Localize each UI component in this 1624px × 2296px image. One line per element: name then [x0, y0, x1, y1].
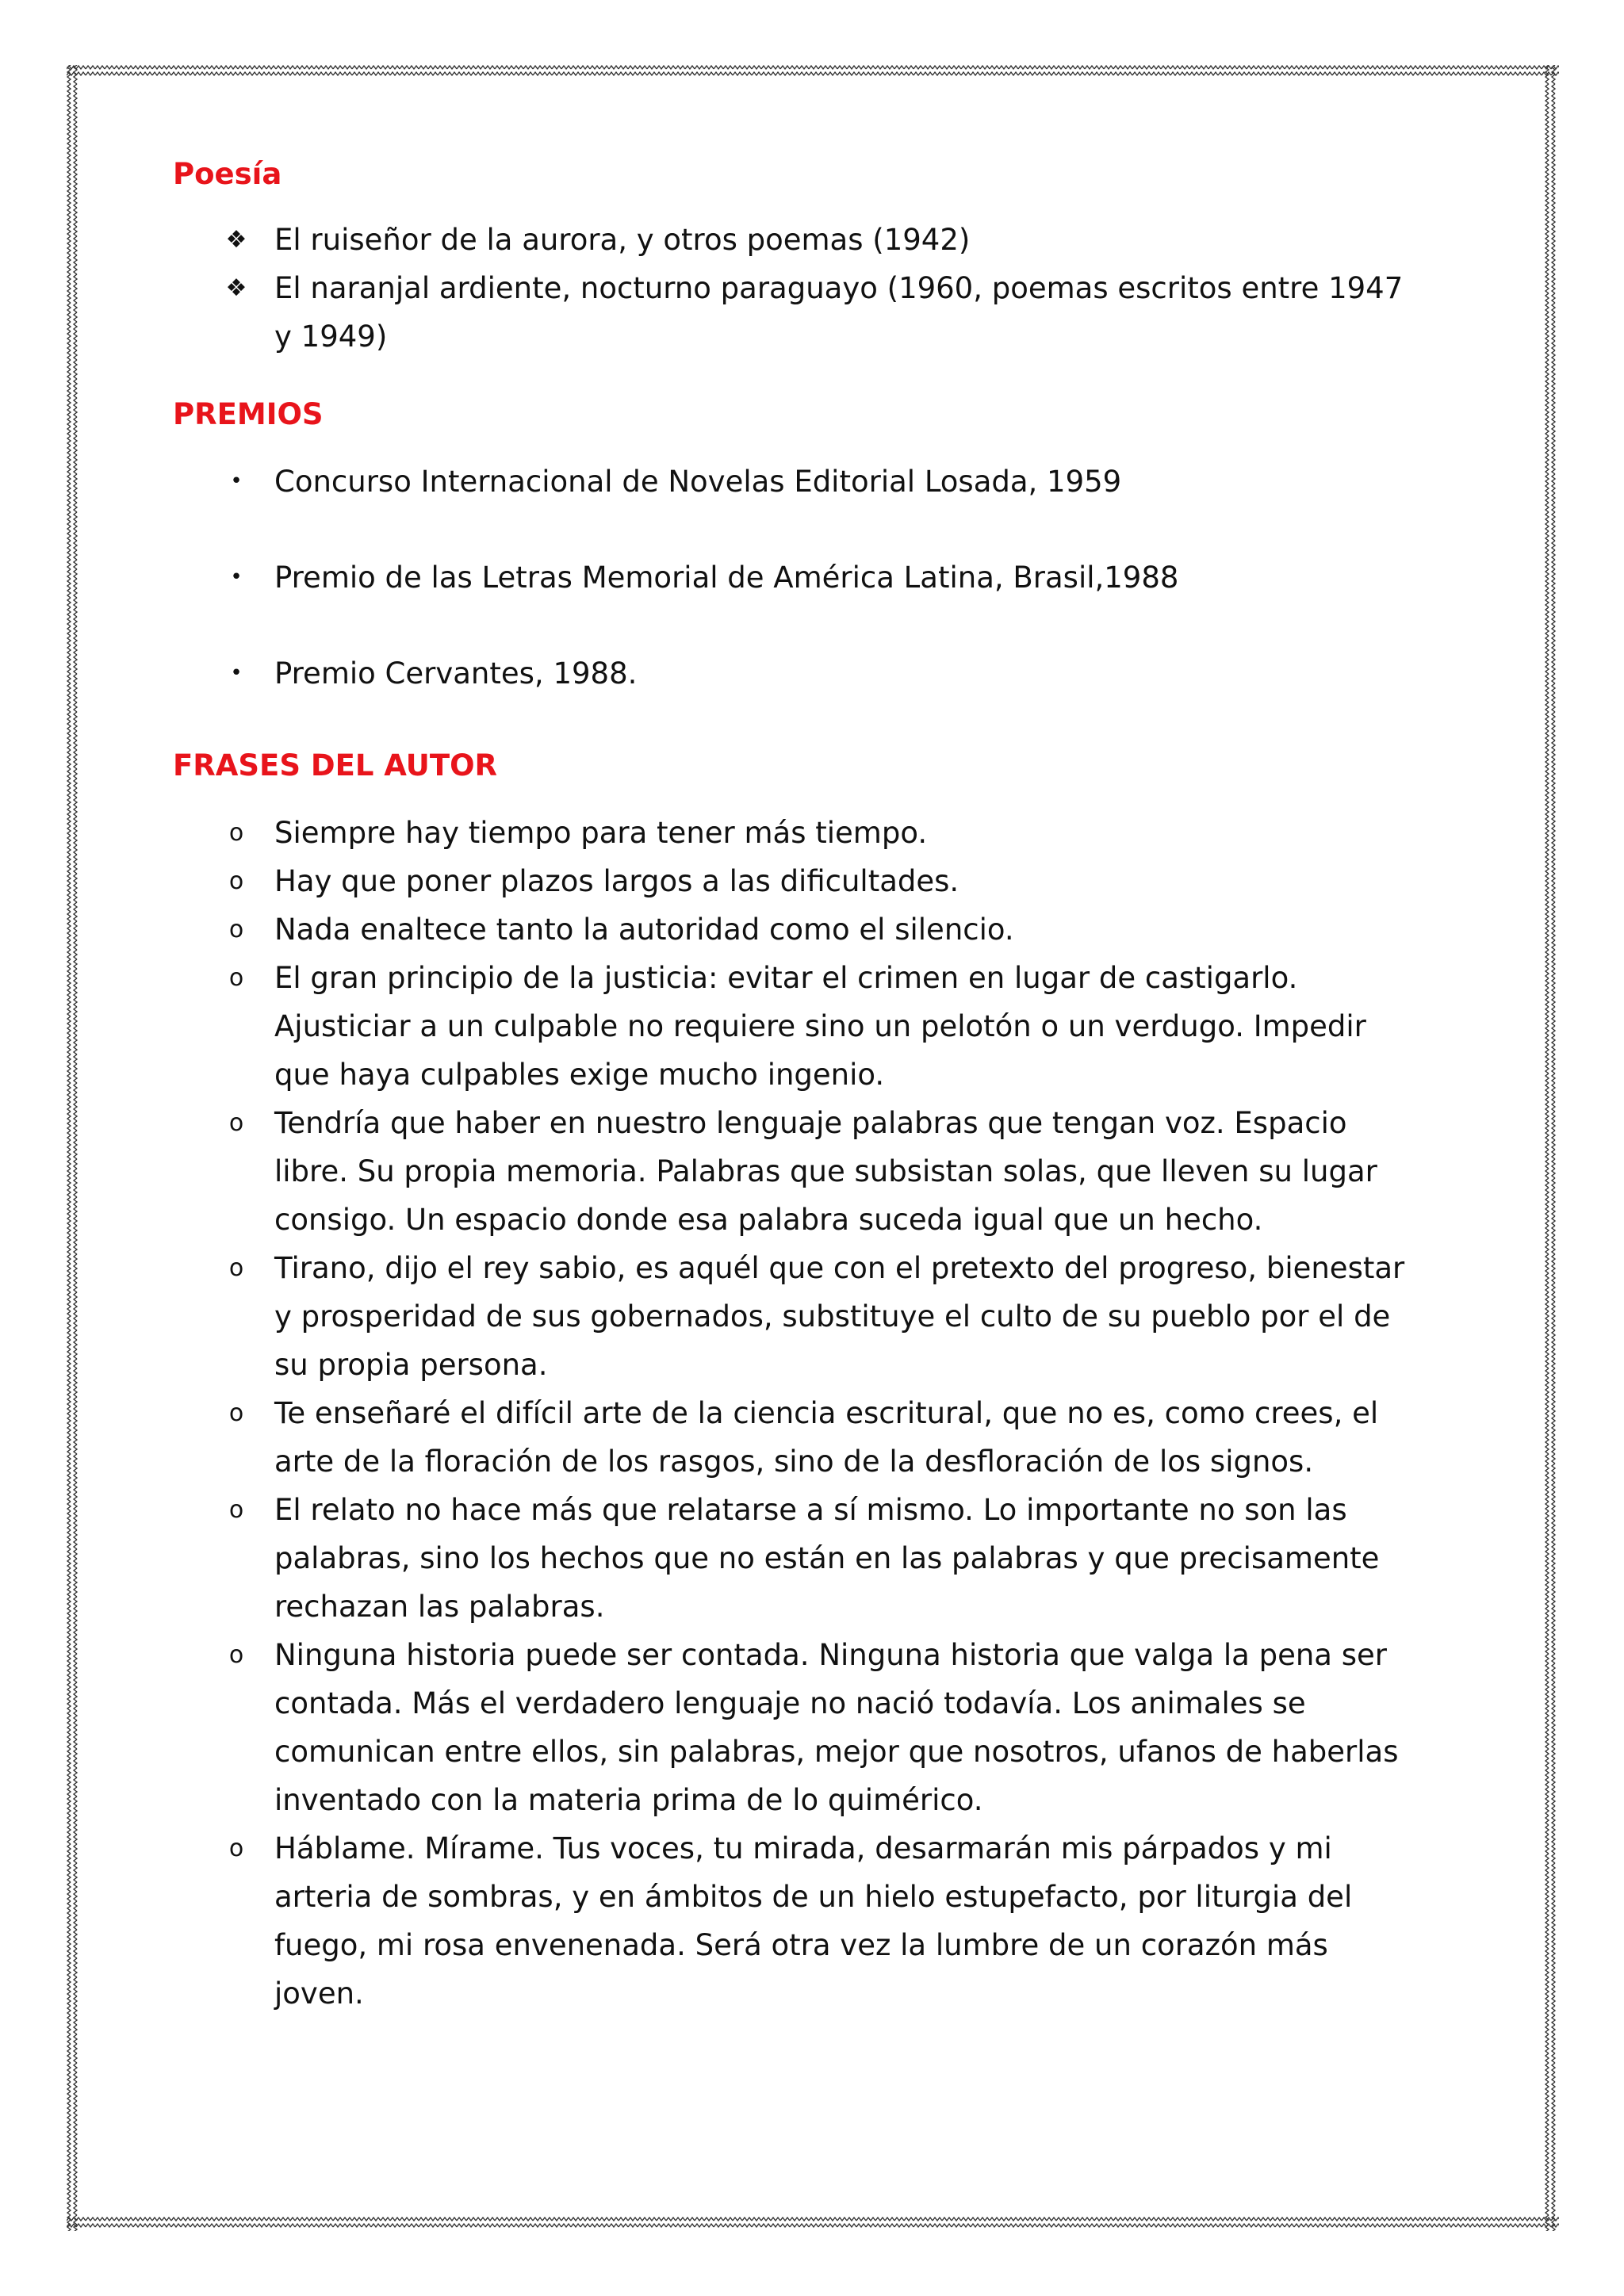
circle-bullet-icon: o [228, 819, 244, 847]
list-item: • Premio Cervantes, 1988. [173, 649, 1426, 698]
circle-bullet-icon: o [228, 1641, 244, 1669]
section-heading-poesia: Poesía [173, 157, 282, 191]
section-heading-premios: PREMIOS [173, 397, 324, 431]
circle-bullet-icon: o [228, 1399, 244, 1427]
premios-list [173, 457, 1426, 698]
list-item: ❖ El naranjal ardiente, nocturno paraguayo (1960, poemas escritos entre 1947 y 1949) [173, 264, 1426, 361]
list-item: • Concurso Internacional de Novelas Editorial Losada, 1959 [173, 457, 1426, 506]
dot-bullet-icon: • [230, 469, 243, 493]
list-item: o Siempre hay tiempo para tener más tiempo. [173, 809, 1426, 857]
list-item: o Tirano, dijo el rey sabio, es aquél que con el pretexto del progreso, bienestar y prosperidad de sus gobernados, substituye el culto de su pueblo por el de su propia persona. [173, 1244, 1426, 1389]
list-item: o Hay que poner plazos largos a las dificultades. [173, 857, 1426, 905]
page-border-top [67, 65, 1559, 79]
list-item: o El relato no hace más que relatarse a sí mismo. Lo importante no son las palabras, sino los hechos que no están en las palabras y que precisamente rechazan las palabras. [173, 1486, 1426, 1631]
page-border-left [67, 65, 81, 2231]
circle-bullet-icon: o [228, 1109, 244, 1137]
circle-bullet-icon: o [228, 1496, 244, 1524]
list-item: o El gran principio de la justicia: evitar el crimen en lugar de castigarlo. Ajusticiar a un culpable no requiere sino un pelotón o un verdugo. Impedir que haya culpables exige mucho ingenio. [173, 954, 1426, 1099]
circle-bullet-icon: o [228, 964, 244, 992]
page-border-bottom [67, 2217, 1559, 2231]
circle-bullet-icon: o [228, 1254, 244, 1282]
diamond-bullet-icon: ❖ [225, 274, 247, 302]
section-heading-frases: FRASES DEL AUTOR [173, 748, 498, 783]
list-item: • Premio de las Letras Memorial de América Latina, Brasil,1988 [173, 553, 1426, 602]
list-item: o Ninguna historia puede ser contada. Ninguna historia que valga la pena ser contada. Más el verdadero lenguaje no nació todavía. Los animales se comunican entre ellos, sin palabras, mejor que nosotros, ufanos de haberlas inventado con la materia prima de lo quimérico. [173, 1631, 1426, 1824]
diamond-bullet-icon: ❖ [225, 226, 247, 254]
frases-list [173, 809, 1426, 2018]
list-item: o Te enseñaré el difícil arte de la ciencia escritural, que no es, como crees, el arte de la floración de los rasgos, sino de la desfloración de los signos. [173, 1389, 1426, 1486]
page-border-right [1545, 65, 1559, 2231]
list-item: o Tendría que haber en nuestro lenguaje palabras que tengan voz. Espacio libre. Su propia memoria. Palabras que subsistan solas, que lleven su lugar consigo. Un espacio donde esa palabra suceda igual que un hecho. [173, 1099, 1426, 1244]
dot-bullet-icon: • [230, 661, 243, 685]
list-item: o Nada enaltece tanto la autoridad como el silencio. [173, 905, 1426, 954]
circle-bullet-icon: o [228, 1835, 244, 1862]
poesia-list [173, 216, 1426, 361]
list-item: o Háblame. Mírame. Tus voces, tu mirada, desarmarán mis párpados y mi arteria de sombras, y en ámbitos de un hielo estupefacto, por liturgia del fuego, mi rosa envenenada. Será otra vez la lumbre de un corazón más joven. [173, 1824, 1426, 2018]
document-body [173, 155, 1426, 2018]
dot-bullet-icon: • [230, 565, 243, 589]
circle-bullet-icon: o [228, 867, 244, 895]
list-item: ❖ El ruiseñor de la aurora, y otros poemas (1942) [173, 216, 1426, 264]
circle-bullet-icon: o [228, 916, 244, 943]
